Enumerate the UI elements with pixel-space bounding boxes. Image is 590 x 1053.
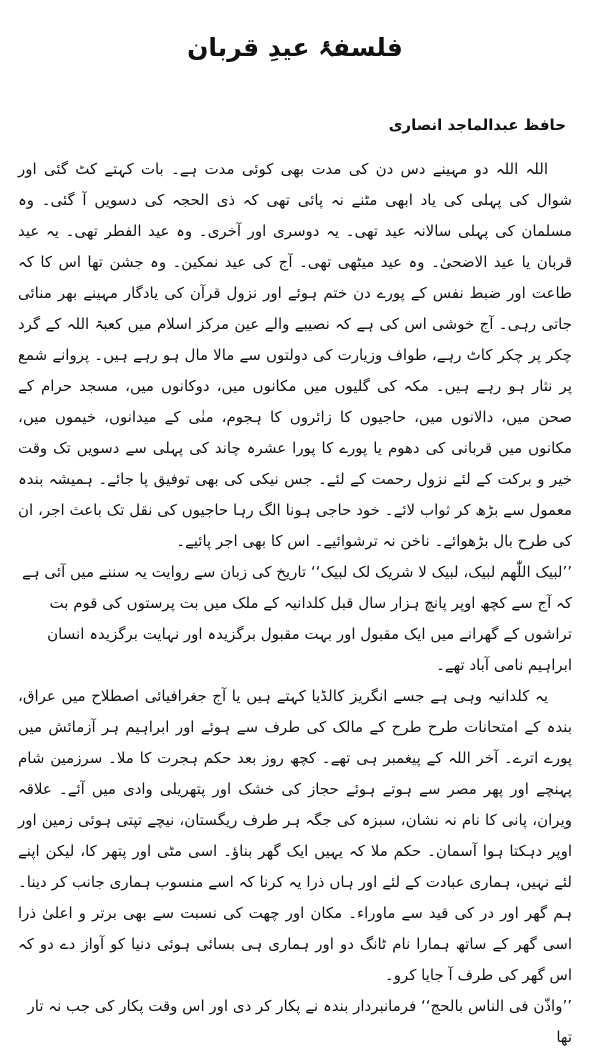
author-name: حافظ عبدالماجد انصاری	[388, 116, 566, 134]
article-title: فلسفۂ عیدِ قربان	[187, 33, 403, 62]
paragraph-1: اللہ اللہ دو مہینے دس دن کی مدت بھی کوئی مدت ہے۔ بات کہتے کٹ گئی اور شوال کی پہلی کی یاد ابھی مٹنے نہ پائی تھی کہ ذی الحجہ کی دسویں آ گئی۔ وہ مسلمان کی پہلی سالانہ عید تھی۔ یہ دوسری اور آخری۔ وہ عید الفطر تھی۔ یہ عید قربان یا عید الاضحیٰ۔ وہ عید میٹھی تھی۔ آج کی عید نمکین۔ وہ جشن تھا اس کا کہ طاعت اور ضبط نفس کے پورے دن ختم ہوئے اور نزول قرآن کی یادگار مہینے بھر منائی جاتی رہی۔ آج خوشی اس کی ہے کہ نصیبے والے عین مرکز اسلام میں کعبۃ اللہ کے گرد چکر پر چکر کاٹ رہے، طواف وزیارت کی دولتوں سے مالا مال ہو رہے ہیں۔ پروانے شمع پر نثار ہو رہے ہیں۔ مکہ کی گلیوں میں مکانوں میں، دوکانوں میں، مسجد حرام کے صحن میں، دالانوں میں، حاجیوں کا زائروں کا ہجوم، منٰی کے میدانوں، خیموں میں، مکانوں میں قربانی کی دھوم یا پورے کا پورا عشرہ چاند کی پہلی سے دسویں تک وقت خیر و برکت کے لئے نزول رحمت کے لئے۔ جس نیکی کی بھی توفیق پا جائے۔ ہمیشہ بندہ معمول سے بڑھ کر ثواب لائے۔ خود حاجی ہونا الگ رہا حاجیوں کی نقل تک باعث اجر، ان کی طرح بال بڑھوائے۔ ناخن نہ ترشوائیے۔ اس کا بھی اجر پائیے۔	[18, 160, 572, 550]
paragraph-2: یہ کلدانیہ وہی ہے جسے انگریز کالڈیا کہتے ہیں یا آج جغرافیائی اصطلاح میں عراق، بندہ کے امتحانات طرح طرح کے مالک کی طرف سے ہوئے اور ابراہیم ہر آزمائش میں پورے اترے۔ آخر اللہ کے پیغمبر ہی تھے۔ کچھ روز بعد حکم ہجرت کا ملا۔ سرزمین شام پہنچے اور پھر مصر سے ہوتے ہوئے حجاز کی خشک اور پتھریلی وادی میں آئے۔ علاقہ ویران، پانی کا نام نہ نشان، سبزہ کی جگہ ہر طرف ریگستان، نیچے تپتی ہوئی زمین اور اوپر دہکتا ہوا آسمان۔ حکم ملا کہ یہیں ایک گھر بناؤ۔ اسی مٹی اور پتھر کا، لیکن اپنے لئے نہیں، ہماری عبادت کے لئے اور ہاں ذرا یہ کرنا کہ اسے منسوب ہماری جانب کر دینا۔ ہم گھر اور در کی قید سے ماوراء۔ مکان اور چھت کی نسبت سے بھی برتر و اعلیٰ ذرا اسی گھر کے ساتھ ہمارا نام ٹانگ دو اور ہماری ہی بسائی ہوئی دنیا کو آواز دے دو کہ اس گھر کی طرف آ جایا کرو۔	[18, 687, 572, 984]
closing-line: ’’واذّن فی الناس بالحج‘‘ فرمانبردار بندہ نے پکار کر دی اور اس وقت پکار کی جب نہ تار تھا	[27, 997, 572, 1046]
talbiya-paragraph: ’’لبیک اللّٰھم لبیک، لبیک لا شریک لک لبیک‘‘ تاریخ کی زبان سے روایت یہ سننے میں آئی ہے کہ آج سے کچھ اوپر پانچ ہزار سال قبل کلدانیہ کے ملک میں بت پرستوں کی قوم بت تراشوں کے گھرانے میں ایک مقبول اور بہت مقبول برگزیدہ اور نہایت برگزیدہ انسان ابراہیم نامی آباد تھے۔	[22, 563, 572, 674]
